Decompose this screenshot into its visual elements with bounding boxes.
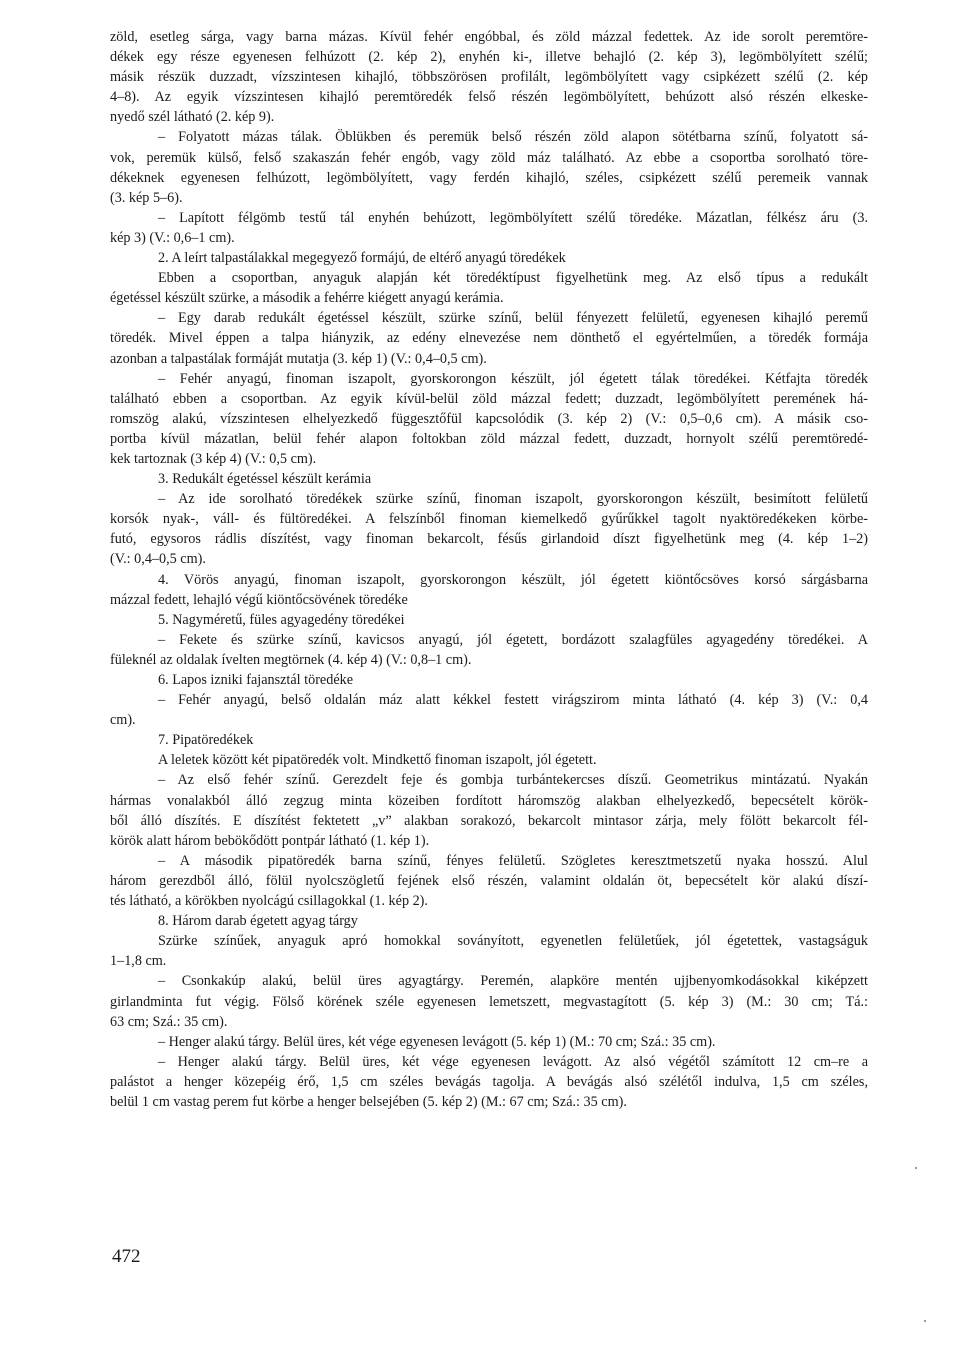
text-line: futó, egysoros rádlis díszítést, vagy finoman bekarcolt, fésűs girlandoid díszt figyelhetünk meg (4. kép 1–2) [110,531,868,548]
text-line: belül 1 cm vastag perem fut körbe a henger belsejében (5. kép 2) (M.: 67 cm; Szá.: 35 cm). [110,1093,627,1110]
text-line: azonban a talpastálak formáját mutatja (3. kép 1) (V.: 0,4–0,5 cm). [110,350,487,367]
text-line: – Henger alakú tárgy. Belül üres, két vége egyenesen levágott (5. kép 1) (M.: 70 cm; Szá.: 35 cm). [158,1033,716,1050]
text-line: 1–1,8 cm. [110,953,167,970]
text-line: 63 cm; Szá.: 35 cm). [110,1013,228,1030]
text-line: 3. Redukált égetéssel készült kerámia [158,471,372,488]
text-line: girlandminta fut végig. Fölső körének széle egyenesen lemetszett, megvastagított (5. kép 3) (M.: 30 cm; Tá.: [110,993,868,1010]
text-line: töredék. Mivel éppen a talpa hiányzik, az edény elnevezése nem dönthető el egyértelműen, a töredék formája [110,330,868,347]
text-line: 2. A leírt talpastálakkal megegyező formájú, de eltérő anyagú töredékek [158,250,566,267]
text-line: kek tartoznak (3 kép 4) (V.: 0,5 cm). [110,450,317,467]
text-line: – Egy darab redukált égetéssel készült, szürke színű, belül fényezett felületű, egyenesen kihajló peremű [158,310,868,327]
body-text [110,27,868,1112]
text-line: – Fehér anyagú, finoman iszapolt, gyorskorongon készült, jól égetett tálak töredékei. Kétfajta töredék [158,370,868,387]
text-line: Ebben a csoportban, anyaguk alapján két töredéktípust figyelhetünk meg. Az első típus a redukált [158,270,868,287]
text-line: 4–8). Az egyik vízszintesen kihajló peremtöredék felső részén legömbölyített, behúzott alsó részén elkeske- [110,89,868,106]
text-line: romszög alakú, vízszintesen elhelyezkedő függesztőfül kapcsolódik (3. kép 2) (V.: 0,5–0,6 cm). A másik cso- [110,410,868,427]
text-line: portba kívül mázatlan, belül fehér alapon foltokban zöld mázzal fedett, duzzadt, hornyolt szélű peremtöredé- [110,430,868,447]
text-line: dékeknek egyenesen felhúzott, legömbölyített, vagy ferdén kihajló, széles, csipkézett szélű peremeik vannak [110,169,868,186]
text-line: – Fekete és szürke színű, kavicsos anyagú, jól égetett, bordázott szalagfüles agyagedény töredékei. A [158,631,868,648]
text-line: palástot a henger közepéig érő, 1,5 cm széles bevágás tagolja. A bevágás alsó szélétől indulva, 1,5 cm széles, [110,1073,868,1090]
page-number: 472 [112,1246,141,1267]
text-line: ből álló díszítés. E díszítést fektetett „v” alakban sorakozó, bekarcolt mintasor zárja, mely fölött bekarcolt fél- [110,812,868,829]
text-line: kép 3) (V.: 0,6–1 cm). [110,229,235,246]
text-line: – Lapított félgömb testű tál enyhén behúzott, legömbölyített szélű töredéke. Mázatlan, félkész áru (3. [158,209,868,226]
text-line: található ebben a csoportban. Az egyik kívül-belül zöld mázzal fedett; duzzadt, legömbölyített peremének há- [110,390,868,407]
text-line: hármas vonalakból álló zegzug minta közeiben fordított háromszög alakban elhelyezkedő, bepecsételt körök- [110,792,868,809]
text-line: égetéssel készült szürke, a második a fehérre kiégett anyagú kerámia. [110,290,504,307]
text-line: 6. Lapos izniki fajansztál töredéke [158,672,354,688]
text-line: füleknél az oldalak ívelten megtörnek (4. kép 4) (V.: 0,8–1 cm). [110,651,472,668]
text-line: – Fehér anyagú, belső oldalán máz alatt kékkel festett virágszirom minta látható (4. kép 3) (V.: 0,4 [158,692,868,709]
text-line: cm). [110,712,136,729]
scan-speck [924,1320,926,1322]
text-line: – Az ide sorolható töredékek szürke színű, finoman iszapolt, gyorskorongon készült, besimított felületű [158,491,868,508]
text-line: korsók nyak-, váll- és fültöredékei. A felszínből finoman kiemelkedő gyűrűkkel tagolt nyaktöredékeken körbe- [110,511,868,528]
text-line: másik részük duzzadt, vízszintesen kihajló, többszörösen profilált, legömbölyített vagy csipkézett szélű (2. kép [110,69,868,86]
text-line: tés látható, a körökben nyolcágú csillagokkal (1. kép 2). [110,893,428,910]
text-line: 8. Három darab égetett agyag tárgy [158,913,358,930]
text-line: Szürke színűek, anyaguk apró homokkal soványított, egyenetlen felületűek, jól égetettek, vastagságuk [158,933,868,950]
text-line: 5. Nagyméretű, füles agyagedény töredékei [158,611,405,628]
text-line: – Folyatott mázas tálak. Öblükben és peremük belső részén zöld alapon sötétbarna színű, folyatott sá- [158,129,868,146]
text-line: zöld, esetleg sárga, vagy barna mázas. Kívül fehér engóbbal, és zöld mázzal fedettek. Az ide sorolt peremtöre- [110,29,868,45]
text-line: – Henger alakú tárgy. Belül üres, két vége egyenesen levágott. Az alsó végétől számított 12 cm–re a [158,1053,868,1070]
text-line: – Az első fehér színű. Gerezdelt feje és gombja turbántekercses díszű. Geometrikus mintázatú. Nyakán [158,772,868,789]
text-line: dékek egy része egyenesen felhúzott (2. kép 2), enyhén ki-, illetve behajló (2. kép 3), legömbölyített szélű; [110,49,868,66]
text-line: körök alatt három bebökődött pontpár látható (1. kép 1). [110,832,430,849]
text-line: – A második pipatöredék barna színű, fényes felületű. Szögletes keresztmetszetű nyaka hosszú. Alul [158,852,868,869]
text-line: A leletek között két pipatöredék volt. Mindkettő finoman iszapolt, jól égetett. [158,752,597,769]
text-line: vok, peremük külső, felső szakaszán fehér engób, vagy zöld máz található. Az ebbe a csoportba sorolható töre- [110,149,868,166]
text-line: 4. Vörös anyagú, finoman iszapolt, gyorskorongon készült, jól égetett kiöntőcsöves korsó sárgásbarna [158,571,868,588]
scan-speck [915,1167,917,1169]
text-line: mázzal fedett, lehajló végű kiöntőcsövének töredéke [110,591,408,608]
text-line: három gerezdből álló, fölül nyolcszögletű fejének első részén, valamint oldalán öt, bepecsételt kör alakú díszí- [110,872,868,889]
text-line: nyedő szél látható (2. kép 9). [110,109,275,126]
text-line: 7. Pipatöredékek [158,732,254,749]
text-line: (3. kép 5–6). [110,189,183,206]
text-line: – Csonkakúp alakú, belül üres agyagtárgy. Peremén, alapköre mentén ujjbenyomkodásokkal kiképzett [158,973,868,990]
text-line: (V.: 0,4–0,5 cm). [110,551,206,568]
